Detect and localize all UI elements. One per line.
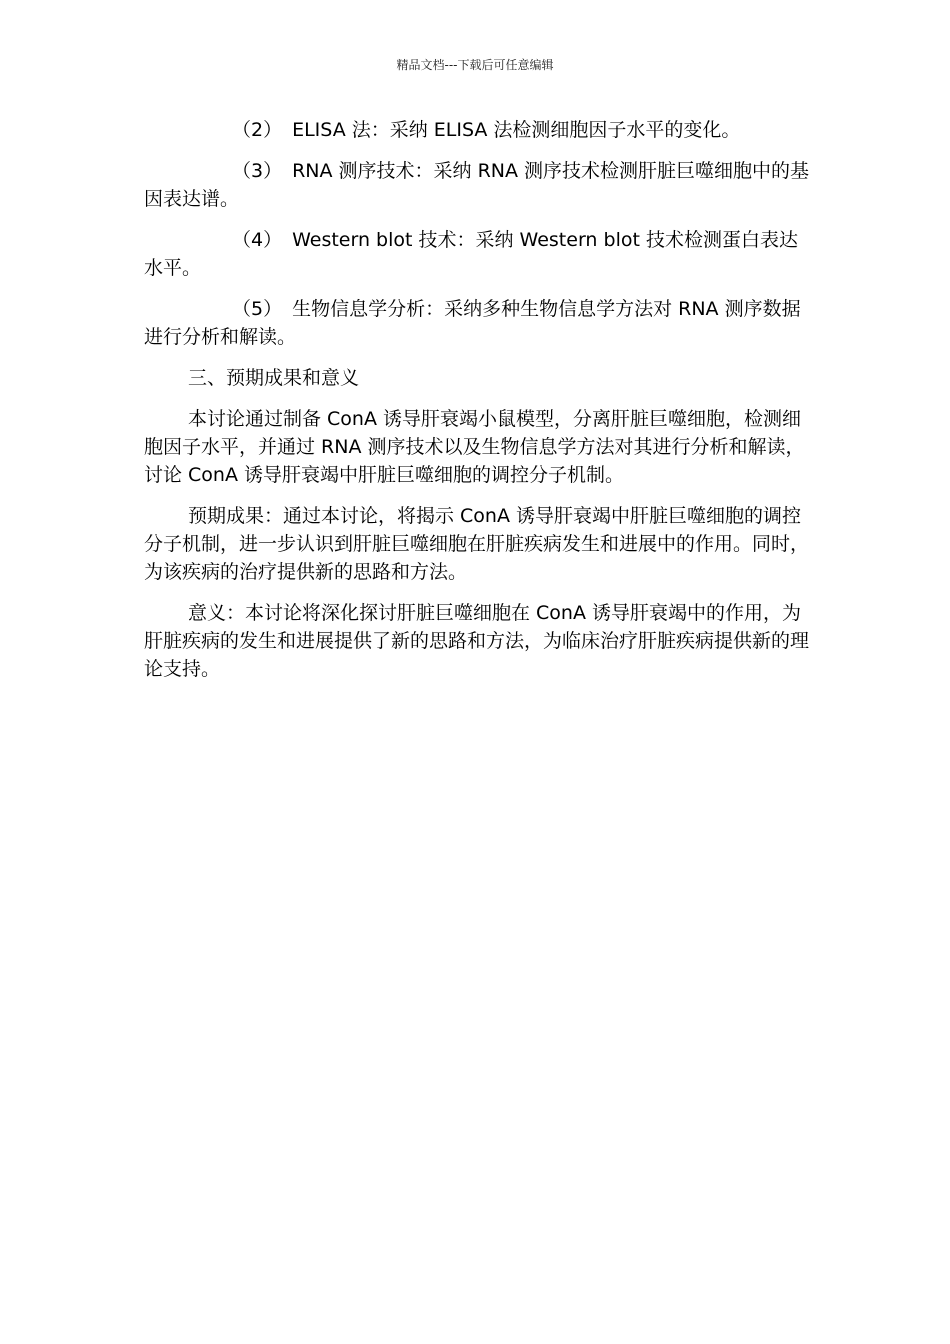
page-header: 精品文档---下载后可任意编辑 bbox=[396, 58, 554, 72]
method-item-rna-seq bbox=[144, 157, 812, 213]
paragraph-significance: 意义：本讨论将深化探讨肝脏巨噬细胞在 ConA 诱导肝衰竭中的作用，为肝脏疾病的发生和进展提供了新的思路和方法，为临床治疗肝脏疾病提供新的理论支持。 bbox=[144, 602, 810, 680]
document-body bbox=[144, 116, 812, 696]
section-heading: 三、预期成果和意义 bbox=[188, 367, 360, 389]
paragraph-summary: 本讨论通过制备 ConA 诱导肝衰竭小鼠模型，分离肝脏巨噬细胞，检测细胞因子水平，并通过 RNA 测序技术以及生物信息学方法对其进行分析和解读，讨论 ConA 诱导肝衰竭中肝脏巨噬细胞的调控分子机制。 bbox=[144, 408, 805, 486]
item-number: （3） bbox=[232, 160, 283, 182]
item-number: （2） bbox=[232, 119, 283, 141]
item-number: （4） bbox=[232, 229, 283, 251]
item-text: 生物信息学分析：采纳多种生物信息学方法对 RNA 测序数据进行分析和解读。 bbox=[144, 298, 801, 348]
method-item-western-blot bbox=[144, 226, 812, 282]
method-item-bioinformatics bbox=[144, 295, 812, 351]
paragraph-expected-results: 预期成果：通过本讨论，将揭示 ConA 诱导肝衰竭中肝脏巨噬细胞的调控分子机制，进一步认识到肝脏巨噬细胞在肝脏疾病发生和进展中的作用。同时，为该疾病的治疗提供新的思路和方法。 bbox=[144, 505, 810, 583]
item-text: Western blot 技术：采纳 Western blot 技术检测蛋白表达水平。 bbox=[144, 229, 798, 279]
item-text: RNA 测序技术：采纳 RNA 测序技术检测肝脏巨噬细胞中的基因表达谱。 bbox=[144, 160, 810, 210]
item-number: （5） bbox=[232, 298, 283, 320]
method-item-elisa bbox=[144, 116, 812, 144]
item-text: ELISA 法：采纳 ELISA 法检测细胞因子水平的变化。 bbox=[292, 119, 741, 141]
